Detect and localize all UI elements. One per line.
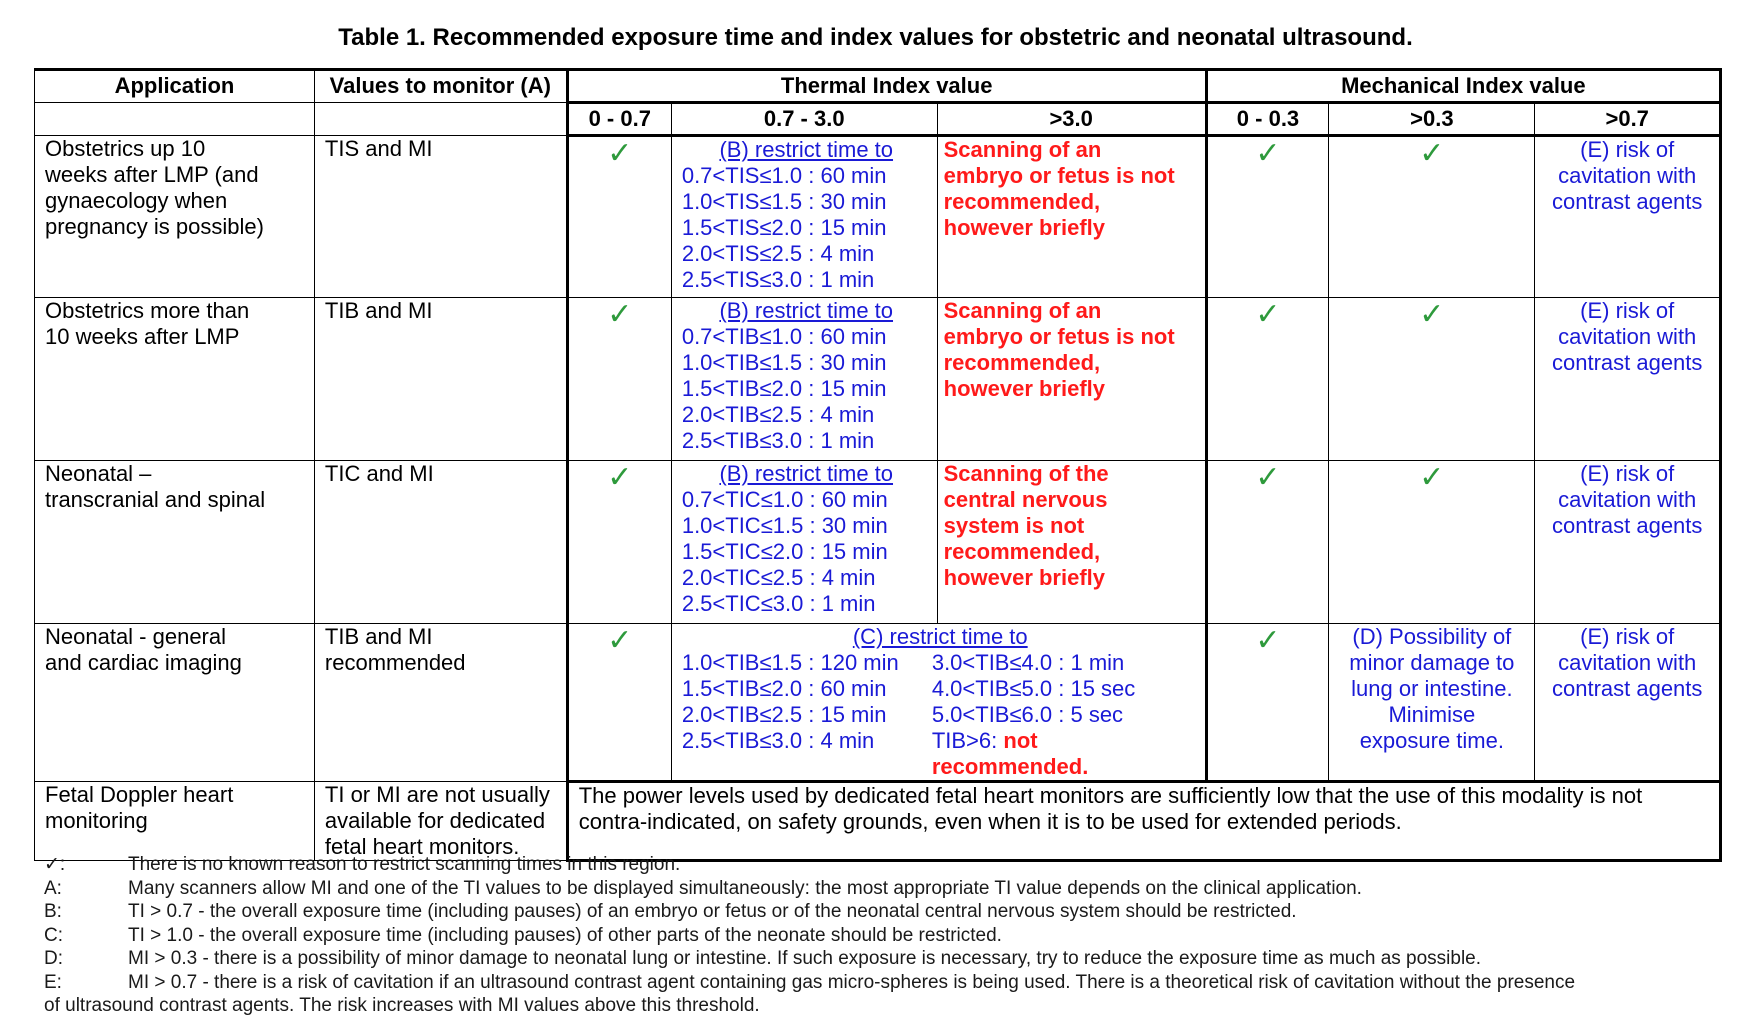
table-row <box>35 782 1721 861</box>
footnote-e: E: MI > 0.7 - there is a risk of cavitation if an ultrasound contrast agent containing gas micro-spheres is being used. There is a theoretical risk of cavitation without the presence <box>44 971 1576 993</box>
check-icon: ✓ <box>1329 461 1535 624</box>
check-icon: ✓ <box>567 136 671 298</box>
check-icon: ✓ <box>1206 298 1329 461</box>
cavitation-cell: (E) risk of cavitation with contrast agents <box>1535 136 1721 298</box>
cavitation-cell: (E) risk of cavitation with contrast agents <box>1535 461 1721 624</box>
check-icon: ✓ <box>1206 461 1329 624</box>
table-row <box>35 136 1721 298</box>
header-mi-gt07: >0.7 <box>1535 103 1721 136</box>
header-thermal-index: Thermal Index value <box>567 70 1206 103</box>
check-icon: ✓ <box>1329 298 1535 461</box>
footnote-c: C: TI > 1.0 - the overall exposure time (including pauses) of other parts of the neonate should be restricted. <box>44 924 1002 946</box>
table-row <box>35 298 1721 461</box>
header-values-to-monitor: Values to monitor (A) <box>314 70 567 103</box>
check-icon: ✓ <box>567 298 671 461</box>
footnote-a: A: Many scanners allow MI and one of the TI values to be displayed simultaneously: the most appropriate TI value depends on the clinical application. <box>44 877 1362 899</box>
table-title: Table 1. Recommended exposure time and index values for obstetric and neonatal ultrasound. <box>338 24 1413 51</box>
header-ti-gt3: >3.0 <box>937 103 1206 136</box>
footnote-check: ✓: There is no known reason to restrict scanning times in this region. <box>44 854 681 875</box>
check-icon: ✓ <box>567 461 671 624</box>
monitor-cell: TIB and MI recommended <box>314 624 567 782</box>
warning-cell: Scanning of the central nervous system is not recommended, however briefly <box>937 461 1206 624</box>
application-cell: Neonatal - general and cardiac imaging <box>35 624 315 782</box>
monitor-cell: TIS and MI <box>314 136 567 298</box>
restrict-time-cell: (C) restrict time to 1.0<TIB≤1.5 : 120 min 1.5<TIB≤2.0 : 60 min 2.0<TIB≤2.5 : 15 min 2.5<TIB≤3.0 : 4 min 3.0<TIB≤4.0 : 1 min 4.0<TIB≤5.0 : 15 sec 5.0<TIB≤6.0 : 5 sec TIB>6: not recommended. <box>671 624 1206 782</box>
monitor-cell: TIB and MI <box>314 298 567 461</box>
application-cell: Fetal Doppler heart monitoring <box>35 782 315 861</box>
header-blank-1 <box>35 103 315 136</box>
cavitation-cell: (E) risk of cavitation with contrast agents <box>1535 624 1721 782</box>
monitor-cell: TIC and MI <box>314 461 567 624</box>
header-blank-2 <box>314 103 567 136</box>
header-mechanical-index: Mechanical Index value <box>1206 70 1720 103</box>
application-cell: Neonatal – transcranial and spinal <box>35 461 315 624</box>
cavitation-cell: (E) risk of cavitation with contrast agents <box>1535 298 1721 461</box>
header-mi-gt03: >0.3 <box>1329 103 1535 136</box>
table-row <box>35 624 1721 782</box>
check-icon: ✓ <box>1206 624 1329 782</box>
check-icon: ✓ <box>1206 136 1329 298</box>
restrict-time-cell: (B) restrict time to 0.7<TIC≤1.0 : 60 min 1.0<TIC≤1.5 : 30 min 1.5<TIC≤2.0 : 15 min 2.0<TIC≤2.5 : 4 min 2.5<TIC≤3.0 : 1 min <box>671 461 937 624</box>
exposure-table <box>34 68 1722 862</box>
header-application: Application <box>35 70 315 103</box>
check-icon: ✓ <box>1329 136 1535 298</box>
restrict-time-cell: (B) restrict time to 0.7<TIS≤1.0 : 60 min 1.0<TIS≤1.5 : 30 min 1.5<TIS≤2.0 : 15 min 2.0<TIS≤2.5 : 4 min 2.5<TIS≤3.0 : 1 min <box>671 136 937 298</box>
footnote-b: B: TI > 0.7 - the overall exposure time (including pauses) of an embryo or fetus or of the neonatal central nervous system should be restricted. <box>44 901 1297 922</box>
footnotes <box>44 853 1724 1018</box>
header-mi-0-03: 0 - 0.3 <box>1206 103 1329 136</box>
minor-damage-cell: (D) Possibility of minor damage to lung or intestine. Minimise exposure time. <box>1329 624 1535 782</box>
header-ti-0-07: 0 - 0.7 <box>567 103 671 136</box>
warning-cell: Scanning of an embryo or fetus is not recommended, however briefly <box>937 136 1206 298</box>
header-ti-07-3: 0.7 - 3.0 <box>671 103 937 136</box>
footnote-d: D: MI > 0.3 - there is a possibility of minor damage to neonatal lung or intestine. If such exposure is necessary, try to reduce the exposure time as much as possible. <box>44 948 1482 969</box>
header-row-1 <box>35 70 1721 103</box>
restrict-time-cell: (B) restrict time to 0.7<TIB≤1.0 : 60 min 1.0<TIB≤1.5 : 30 min 1.5<TIB≤2.0 : 15 min 2.0<TIB≤2.5 : 4 min 2.5<TIB≤3.0 : 1 min <box>671 298 937 461</box>
check-icon: ✓ <box>567 624 671 782</box>
table-row <box>35 461 1721 624</box>
monitor-cell: TI or MI are not usually available for dedicated fetal heart monitors. <box>314 782 567 861</box>
fetal-doppler-statement: The power levels used by dedicated fetal heart monitors are sufficiently low that the use of this modality is not contra-indicated, on safety grounds, even when it is to be used for extended periods. <box>567 782 1720 861</box>
application-cell: Obstetrics more than 10 weeks after LMP <box>35 298 315 461</box>
warning-cell: Scanning of an embryo or fetus is not recommended, however briefly <box>937 298 1206 461</box>
header-row-2 <box>35 103 1721 136</box>
application-cell: Obstetrics up 10 weeks after LMP (and gynaecology when pregnancy is possible) <box>35 136 315 298</box>
footnote-e-continued: of ultrasound contrast agents. The risk increases with MI values above this threshold. <box>44 995 760 1016</box>
